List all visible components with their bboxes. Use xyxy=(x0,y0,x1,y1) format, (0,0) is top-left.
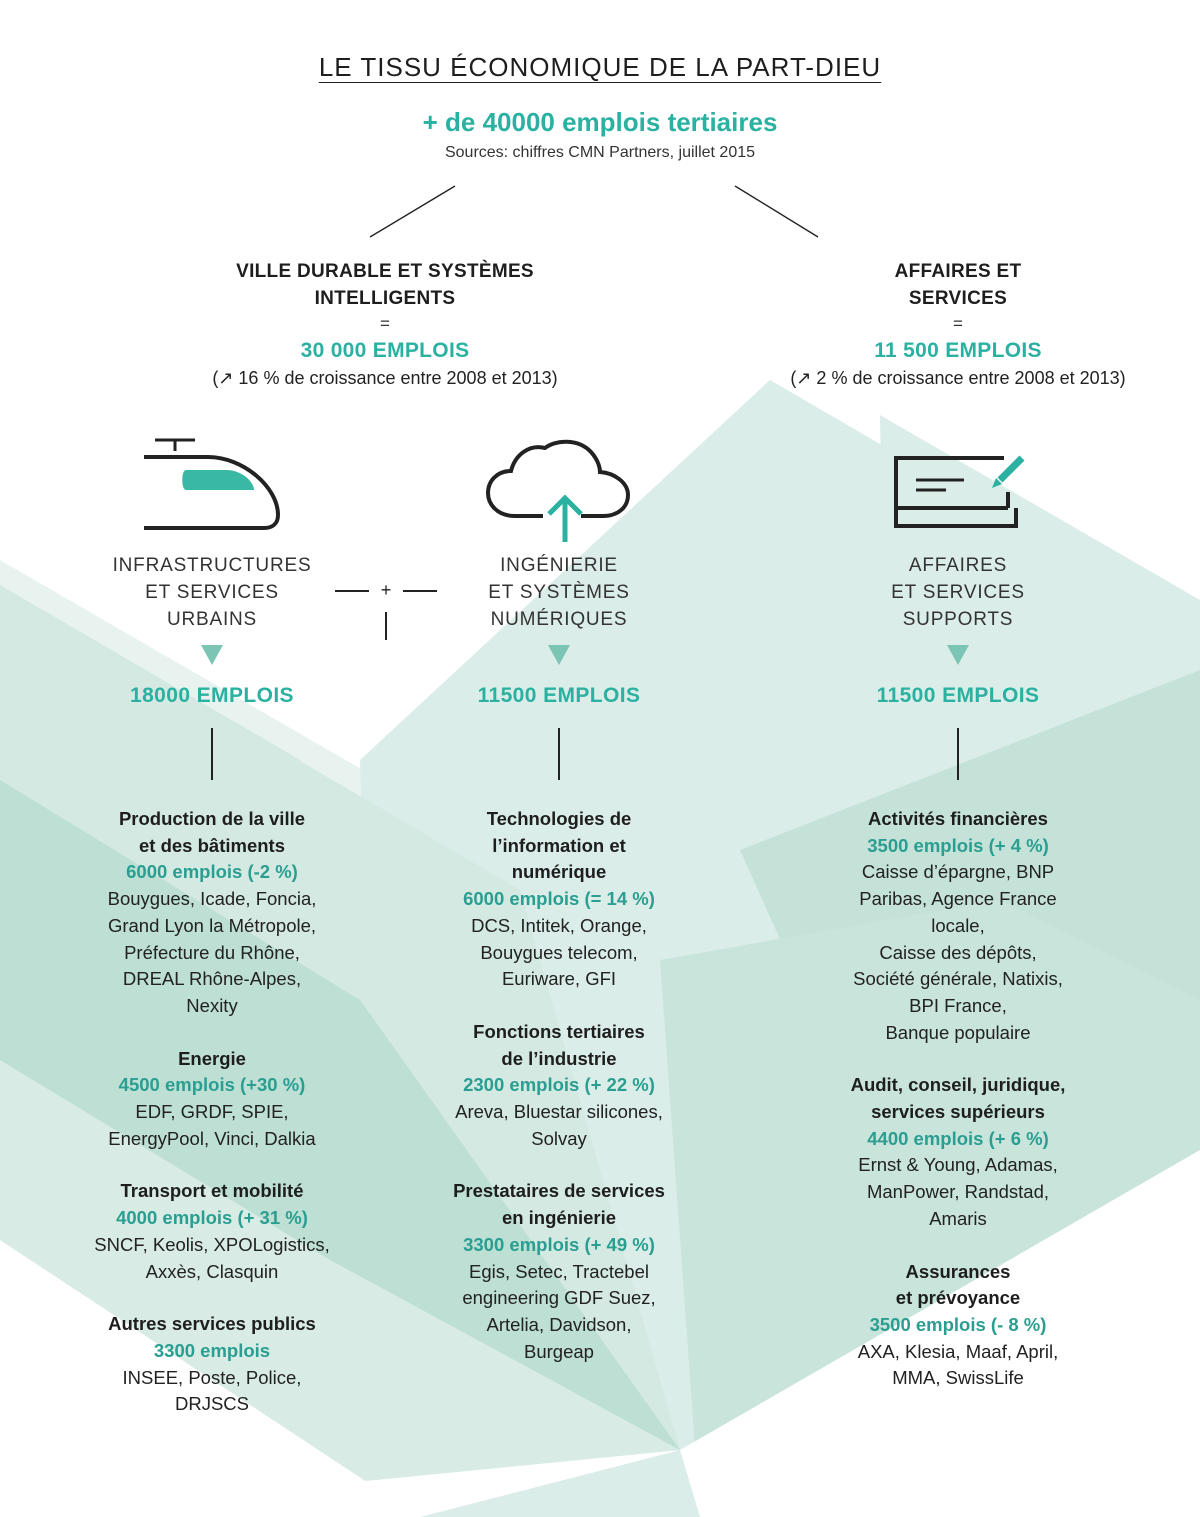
sector-companies: locale, xyxy=(931,914,985,936)
sector-companies: Ernst & Young, Adamas, xyxy=(858,1154,1058,1176)
sector-employment: 3500 emplois (- 8 %) xyxy=(869,1313,1047,1335)
branch-title-line1: VILLE DURABLE ET SYSTÈMES xyxy=(236,261,534,282)
sector-title: Assurances xyxy=(905,1260,1011,1282)
sector-companies: Préfecture du Rhône, xyxy=(124,941,300,963)
sector-employment: 4400 emplois (+ 6 %) xyxy=(867,1127,1049,1149)
sector-companies: BPI France, xyxy=(909,994,1007,1016)
column-name-line: URBAINS xyxy=(166,609,258,630)
sector-title: Transport et mobilité xyxy=(120,1180,304,1202)
sector-companies: Paribas, Agence France xyxy=(859,888,1057,910)
sector-list-infrastructures xyxy=(62,806,362,1444)
branch-growth: (↗ 16 % de croissance entre 2008 et 2013) xyxy=(212,368,558,388)
sector-title: en ingénierie xyxy=(501,1207,617,1229)
train-icon xyxy=(138,432,288,534)
plus-connector-down xyxy=(385,612,387,640)
column-divider-line xyxy=(957,728,959,780)
column-name-line: NUMÉRIQUES xyxy=(490,609,628,630)
branch-title-line2: INTELLIGENTS xyxy=(314,288,456,309)
sector-title: et prévoyance xyxy=(895,1287,1021,1309)
column-name-affaires xyxy=(808,552,1108,633)
sector-title: Production de la ville xyxy=(118,808,306,829)
column-divider-line xyxy=(211,728,213,780)
column-total: 11500 EMPLOIS xyxy=(876,684,1040,707)
sector-block xyxy=(409,1178,709,1365)
sector-block xyxy=(62,1046,362,1153)
sector-companies: EDF, GRDF, SPIE, xyxy=(135,1101,289,1123)
sector-companies: Bouygues, Icade, Foncia, xyxy=(107,888,317,910)
column-name-infrastructures xyxy=(62,552,362,633)
column-total: 18000 EMPLOIS xyxy=(130,684,294,707)
sector-companies: Axxès, Clasquin xyxy=(145,1260,279,1282)
plus-connector-right xyxy=(403,590,437,592)
headline: + de 40000 emplois tertiaires xyxy=(422,107,778,137)
sector-companies: ManPower, Randstad, xyxy=(866,1181,1050,1203)
sector-companies: DREAL Rhône-Alpes, xyxy=(122,968,302,990)
sector-list-ingenierie xyxy=(409,806,709,1391)
arrow-down-icon xyxy=(548,645,570,665)
sector-title: de l’industrie xyxy=(501,1047,617,1069)
sector-employment: 6000 emplois (-2 %) xyxy=(126,861,298,883)
column-name-line: ET SERVICES xyxy=(145,582,279,603)
column-name-line: SUPPORTS xyxy=(902,609,1014,630)
sector-companies: AXA, Klesia, Maaf, April, xyxy=(857,1340,1059,1362)
sector-title: Prestataires de services xyxy=(453,1180,665,1202)
column-name-line: INGÉNIERIE xyxy=(500,555,618,576)
column-name-line: ET SERVICES xyxy=(891,582,1025,603)
sector-companies: Euriware, GFI xyxy=(501,968,617,990)
equals-sign: = xyxy=(380,314,390,333)
left-connector xyxy=(370,186,455,237)
sector-title: Audit, conseil, juridique, xyxy=(850,1074,1066,1096)
sector-employment: 2300 emplois (+ 22 %) xyxy=(463,1074,655,1096)
branch-growth: (↗ 2 % de croissance entre 2008 et 2013) xyxy=(790,368,1126,388)
sector-employment: 6000 emplois (= 14 %) xyxy=(463,888,655,910)
column-name-ingenierie xyxy=(409,552,709,633)
plus-connector-left xyxy=(335,590,369,592)
sector-title: et des bâtiments xyxy=(139,834,285,856)
right-connector xyxy=(735,186,818,237)
sector-title: Activités financières xyxy=(868,808,1048,829)
sector-companies: Burgeap xyxy=(524,1340,594,1362)
sector-block xyxy=(792,1259,1124,1393)
sector-companies: Solvay xyxy=(531,1127,587,1149)
cloud-upload-icon xyxy=(483,438,633,544)
branch-title-line1: AFFAIRES ET xyxy=(894,261,1022,282)
sector-employment: 3300 emplois xyxy=(153,1339,271,1361)
sector-block xyxy=(62,1178,362,1285)
sector-title: numérique xyxy=(511,861,607,883)
column-name-line: AFFAIRES xyxy=(908,555,1008,576)
sector-title: services supérieurs xyxy=(871,1101,1045,1123)
sector-companies: Caisse d’épargne, BNP xyxy=(861,861,1055,883)
branch-title-line2: SERVICES xyxy=(908,288,1008,309)
column-name-line: INFRASTRUCTURES xyxy=(112,555,312,576)
sector-list-affaires xyxy=(792,806,1124,1418)
sector-title: Technologies de xyxy=(486,808,632,829)
sector-companies: Caisse des dépôts, xyxy=(879,941,1037,963)
column-total: 11500 EMPLOIS xyxy=(477,684,641,707)
column-divider-line xyxy=(558,728,560,780)
sector-block xyxy=(409,1019,709,1153)
sector-companies: Société générale, Natixis, xyxy=(853,968,1063,990)
sector-block xyxy=(62,1311,362,1418)
sector-title: Autres services publics xyxy=(108,1313,316,1335)
equals-sign: = xyxy=(953,314,963,333)
sector-companies: Bouygues telecom, xyxy=(480,941,638,963)
sector-block xyxy=(792,806,1124,1046)
page-title: LE TISSU ÉCONOMIQUE DE LA PART-DIEU xyxy=(318,52,882,82)
plus-sign: + xyxy=(380,580,392,600)
sector-title: Fonctions tertiaires xyxy=(473,1020,645,1042)
arrow-down-icon xyxy=(201,645,223,665)
sector-companies: EnergyPool, Vinci, Dalkia xyxy=(108,1127,316,1149)
sector-companies: DRJSCS xyxy=(174,1393,249,1415)
sector-companies: Artelia, Davidson, xyxy=(486,1313,632,1335)
sector-employment: 4500 emplois (+30 %) xyxy=(118,1074,306,1096)
sector-companies: Areva, Bluestar silicones, xyxy=(455,1101,663,1123)
sector-block xyxy=(792,1072,1124,1232)
sector-companies: engineering GDF Suez, xyxy=(462,1287,656,1309)
sector-companies: INSEE, Poste, Police, xyxy=(122,1366,302,1388)
sector-companies: MMA, SwissLife xyxy=(892,1367,1024,1389)
sector-companies: DCS, Intitek, Orange, xyxy=(471,914,647,936)
sector-companies: Nexity xyxy=(186,994,238,1016)
branch-durable xyxy=(185,258,585,390)
branch-total: 11 500 EMPLOIS xyxy=(874,339,1042,362)
sector-companies: Egis, Setec, Tractebel xyxy=(469,1260,649,1282)
cheque-signature-icon xyxy=(886,448,1031,533)
branch-total: 30 000 EMPLOIS xyxy=(300,339,470,362)
branch-affaires xyxy=(758,258,1158,390)
sector-block xyxy=(62,806,362,1020)
column-name-line: ET SYSTÈMES xyxy=(488,582,630,603)
source-note: Sources: chiffres CMN Partners, juillet 2015 xyxy=(444,144,756,161)
sector-employment: 3300 emplois (+ 49 %) xyxy=(463,1233,655,1255)
connector-lines xyxy=(0,0,1200,260)
sector-companies: Grand Lyon la Métropole, xyxy=(107,914,317,936)
arrow-down-icon xyxy=(947,645,969,665)
sector-block xyxy=(409,806,709,993)
sector-employment: 3500 emplois (+ 4 %) xyxy=(867,834,1049,856)
sector-companies: Banque populaire xyxy=(885,1021,1031,1043)
sector-companies: Amaris xyxy=(929,1207,987,1229)
sector-employment: 4000 emplois (+ 31 %) xyxy=(116,1207,308,1229)
sector-title: l’information et xyxy=(492,834,626,856)
sector-companies: SNCF, Keolis, XPOLogistics, xyxy=(94,1233,330,1255)
sector-title: Energie xyxy=(178,1047,246,1069)
